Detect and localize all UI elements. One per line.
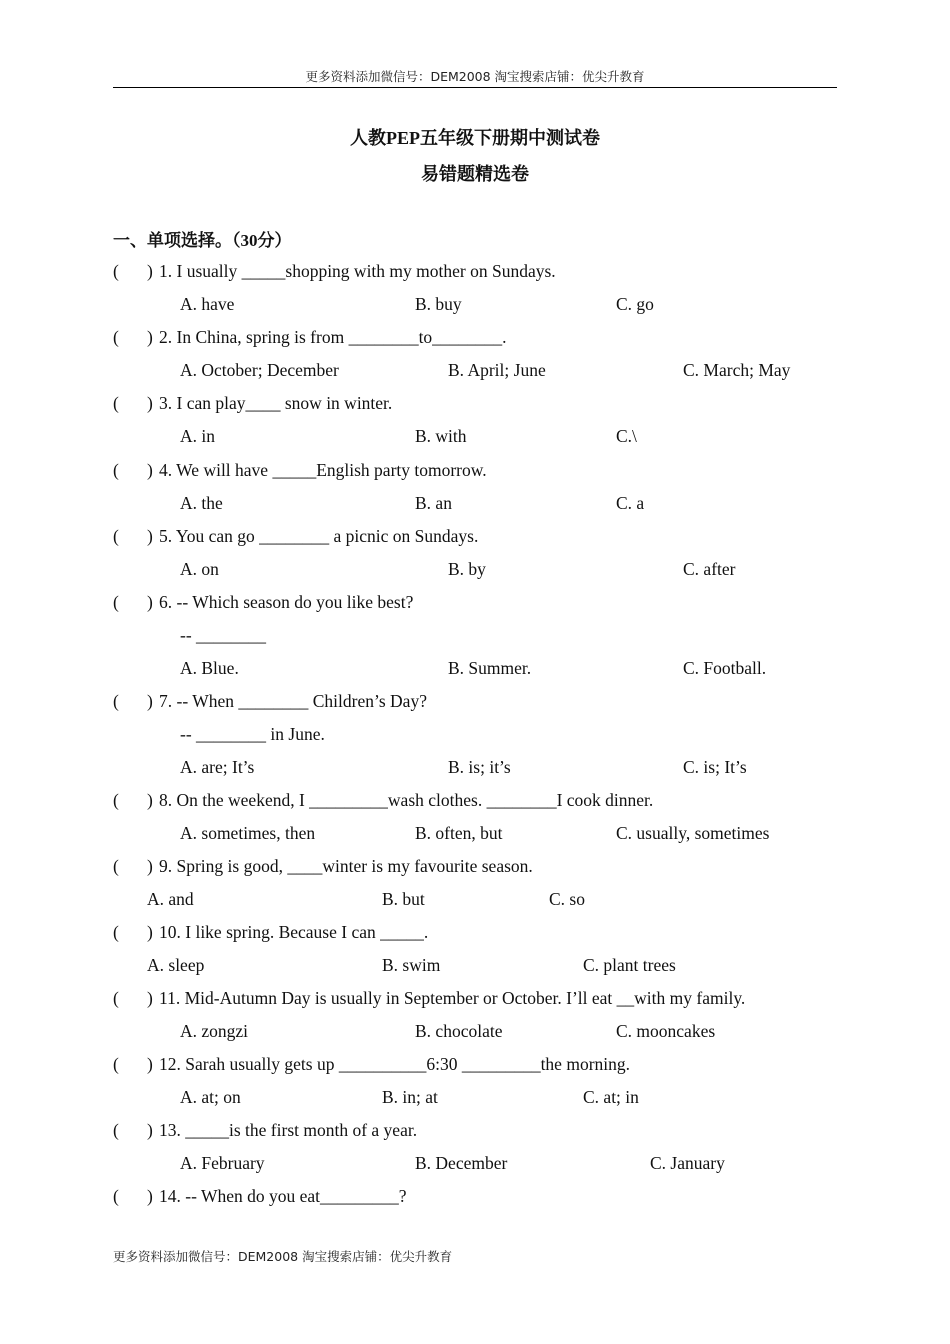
option-c: C. usually, sometimes <box>616 823 770 843</box>
answer-paren-open: ( <box>113 1120 119 1140</box>
option-b: B. with <box>415 426 467 446</box>
question-stem: 10. I like spring. Because I can _____. <box>159 922 429 942</box>
option-a: A. zongzi <box>180 1021 249 1041</box>
question-stem: 8. On the weekend, I _________wash clothes. ________I cook dinner. <box>159 790 654 810</box>
option-c: C. is; It’s <box>683 757 747 777</box>
answer-paren-open: ( <box>113 856 119 876</box>
answer-paren-open: ( <box>113 1186 119 1206</box>
question-stem: 5. You can go ________ a picnic on Sundays. <box>159 526 479 546</box>
dialogue-response: -- ________ in June. <box>180 724 325 744</box>
answer-paren-close: ) <box>147 856 153 876</box>
answer-paren-close: ) <box>147 261 153 281</box>
option-c: C. mooncakes <box>616 1021 716 1041</box>
option-a: A. and <box>147 889 194 909</box>
question-stem: 12. Sarah usually gets up __________6:30 _________the morning. <box>159 1054 631 1074</box>
option-c: C. Football. <box>683 658 767 678</box>
page-title: 人教PEP五年级下册期中测试卷 <box>350 128 600 148</box>
option-a: A. at; on <box>180 1087 241 1107</box>
option-a: A. sometimes, then <box>180 823 316 843</box>
answer-paren-close: ) <box>147 526 153 546</box>
option-a: A. Blue. <box>180 658 239 678</box>
option-b: B. Summer. <box>448 658 532 678</box>
answer-paren-close: ) <box>147 790 153 810</box>
answer-paren-open: ( <box>113 526 119 546</box>
answer-paren-open: ( <box>113 691 119 711</box>
page-subtitle: 易错题精选卷 <box>421 164 529 184</box>
option-c: C. March; May <box>683 360 791 380</box>
answer-paren-close: ) <box>147 1120 153 1140</box>
answer-paren-open: ( <box>113 327 119 347</box>
option-b: B. often, but <box>415 823 503 843</box>
question-stem: 14. -- When do you eat_________? <box>159 1186 407 1206</box>
question-stem: 6. -- Which season do you like best? <box>159 592 414 612</box>
option-b: B. April; June <box>448 360 546 380</box>
answer-paren-close: ) <box>147 691 153 711</box>
page-header: 更多资料添加微信号：DEM2008 淘宝搜索店铺：优尖升教育 <box>305 69 645 84</box>
question-stem: 2. In China, spring is from ________to________. <box>159 327 507 347</box>
option-b: B. swim <box>382 955 441 975</box>
answer-paren-close: ) <box>147 988 153 1008</box>
option-b: B. but <box>382 889 425 909</box>
answer-paren-open: ( <box>113 790 119 810</box>
answer-paren-close: ) <box>147 460 153 480</box>
option-a: A. the <box>180 493 223 513</box>
question-stem: 1. I usually _____shopping with my mother on Sundays. <box>159 261 556 281</box>
option-b: B. in; at <box>382 1087 438 1107</box>
answer-paren-close: ) <box>147 922 153 942</box>
option-c: C.\ <box>616 426 637 446</box>
answer-paren-open: ( <box>113 393 119 413</box>
section-heading: 一、单项选择。（30分） <box>113 231 292 250</box>
answer-paren-open: ( <box>113 988 119 1008</box>
option-c: C. January <box>650 1153 725 1173</box>
option-c: C. a <box>616 493 645 513</box>
answer-paren-close: ) <box>147 592 153 612</box>
question-stem: 13. _____is the first month of a year. <box>159 1120 418 1140</box>
answer-paren-open: ( <box>113 592 119 612</box>
answer-paren-close: ) <box>147 327 153 347</box>
option-b: B. chocolate <box>415 1021 503 1041</box>
question-stem: 9. Spring is good, ____winter is my favourite season. <box>159 856 533 876</box>
answer-paren-open: ( <box>113 261 119 281</box>
question-stem: 4. We will have _____English party tomorrow. <box>159 460 487 480</box>
option-b: B. by <box>448 559 486 579</box>
option-c: C. go <box>616 294 654 314</box>
option-a: A. February <box>180 1153 265 1173</box>
option-a: A. in <box>180 426 215 446</box>
option-b: B. an <box>415 493 452 513</box>
option-b: B. buy <box>415 294 462 314</box>
answer-paren-close: ) <box>147 393 153 413</box>
option-c: C. so <box>549 889 585 909</box>
option-c: C. after <box>683 559 736 579</box>
question-stem: 7. -- When ________ Children’s Day? <box>159 691 427 711</box>
page-footer: 更多资料添加微信号：DEM2008 淘宝搜索店铺：优尖升教育 <box>113 1249 453 1264</box>
option-a: A. on <box>180 559 219 579</box>
answer-paren-close: ) <box>147 1186 153 1206</box>
option-a: A. October; December <box>180 360 339 380</box>
header-divider <box>113 87 837 88</box>
answer-paren-open: ( <box>113 922 119 942</box>
option-a: A. have <box>180 294 235 314</box>
answer-paren-close: ) <box>147 1054 153 1074</box>
option-c: C. at; in <box>583 1087 639 1107</box>
option-b: B. December <box>415 1153 508 1173</box>
answer-paren-open: ( <box>113 1054 119 1074</box>
option-b: B. is; it’s <box>448 757 511 777</box>
option-a: A. sleep <box>147 955 205 975</box>
question-stem: 3. I can play____ snow in winter. <box>159 393 393 413</box>
dialogue-response: -- ________ <box>180 625 267 645</box>
answer-paren-open: ( <box>113 460 119 480</box>
option-c: C. plant trees <box>583 955 676 975</box>
question-stem: 11. Mid-Autumn Day is usually in September or October. I’ll eat __with my family. <box>159 988 746 1008</box>
option-a: A. are; It’s <box>180 757 255 777</box>
